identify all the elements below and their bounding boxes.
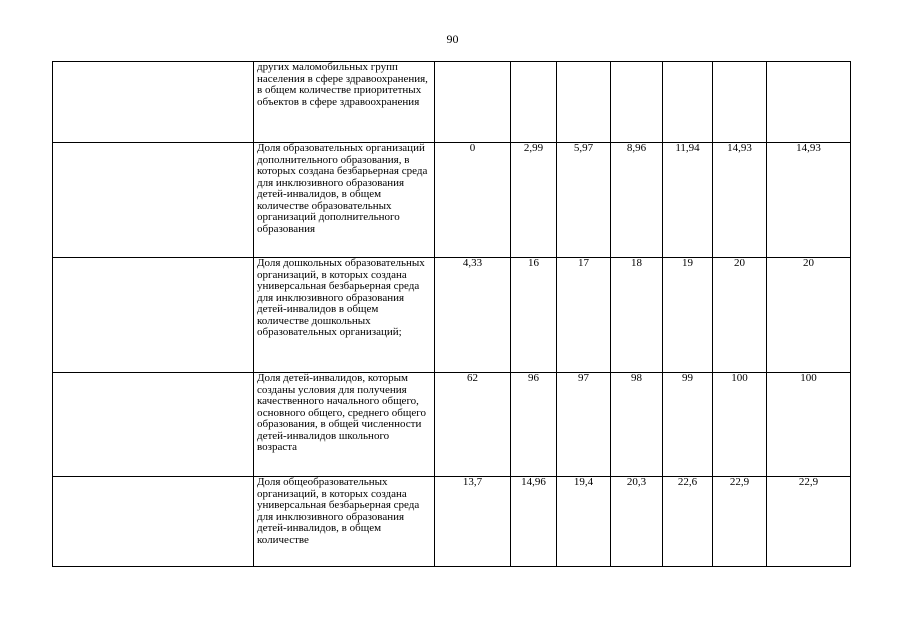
value-cell: 18 bbox=[611, 258, 663, 373]
value-cell bbox=[557, 62, 611, 143]
value-cell: 96 bbox=[511, 373, 557, 477]
value-cell: 99 bbox=[663, 373, 713, 477]
table-row bbox=[53, 143, 851, 258]
table-row bbox=[53, 373, 851, 477]
value-cell: 14,96 bbox=[511, 477, 557, 567]
value-cell: 22,9 bbox=[713, 477, 767, 567]
empty-cell bbox=[53, 258, 254, 373]
value-cell bbox=[767, 62, 851, 143]
value-cell bbox=[713, 62, 767, 143]
table-row bbox=[53, 258, 851, 373]
indicator-label: Доля общеобразовательных организаций, в которых создана универсальная безбарьерная среда для инклюзивного образования детей-инвалидов, в общем количестве bbox=[254, 477, 435, 567]
empty-cell bbox=[53, 373, 254, 477]
value-cell: 19,4 bbox=[557, 477, 611, 567]
value-cell bbox=[511, 62, 557, 143]
value-cell: 5,97 bbox=[557, 143, 611, 258]
value-cell: 0 bbox=[435, 143, 511, 258]
value-cell: 16 bbox=[511, 258, 557, 373]
value-cell: 2,99 bbox=[511, 143, 557, 258]
empty-cell bbox=[53, 143, 254, 258]
value-cell bbox=[611, 62, 663, 143]
empty-cell bbox=[53, 477, 254, 567]
value-cell: 20 bbox=[713, 258, 767, 373]
indicator-label: Доля дошкольных образовательных организаций, в которых создана универсальная безбарьерная среда для инклюзивного образования детей-инвалидов в общем количестве дошкольных образовательных организаций; bbox=[254, 258, 435, 373]
value-cell: 20 bbox=[767, 258, 851, 373]
indicator-table bbox=[52, 61, 851, 567]
value-cell: 97 bbox=[557, 373, 611, 477]
value-cell bbox=[435, 62, 511, 143]
value-cell: 62 bbox=[435, 373, 511, 477]
indicator-label: Доля детей-инвалидов, которым созданы условия для получения качественного начального общего, основного общего, среднего общего образования, в общей численности детей-инвалидов школьного возраста bbox=[254, 373, 435, 477]
value-cell: 98 bbox=[611, 373, 663, 477]
value-cell: 4,33 bbox=[435, 258, 511, 373]
value-cell: 22,9 bbox=[767, 477, 851, 567]
value-cell: 11,94 bbox=[663, 143, 713, 258]
indicator-label: других маломобильных групп населения в сфере здравоохранения, в общем количестве приоритетных объектов в сфере здравоохранения bbox=[254, 62, 435, 143]
value-cell: 17 bbox=[557, 258, 611, 373]
value-cell: 13,7 bbox=[435, 477, 511, 567]
value-cell: 100 bbox=[713, 373, 767, 477]
value-cell: 100 bbox=[767, 373, 851, 477]
empty-cell bbox=[53, 62, 254, 143]
value-cell: 14,93 bbox=[767, 143, 851, 258]
indicator-label: Доля образовательных организаций дополнительного образования, в которых создана безбарьерная среда для инклюзивного образования детей-инвалидов, в общем количестве образовательных организаций дополнительного образования bbox=[254, 143, 435, 258]
value-cell: 14,93 bbox=[713, 143, 767, 258]
table-row bbox=[53, 477, 851, 567]
table-row bbox=[53, 62, 851, 143]
value-cell: 8,96 bbox=[611, 143, 663, 258]
value-cell: 20,3 bbox=[611, 477, 663, 567]
page-number: 90 bbox=[446, 32, 459, 46]
value-cell: 22,6 bbox=[663, 477, 713, 567]
value-cell: 19 bbox=[663, 258, 713, 373]
value-cell bbox=[663, 62, 713, 143]
